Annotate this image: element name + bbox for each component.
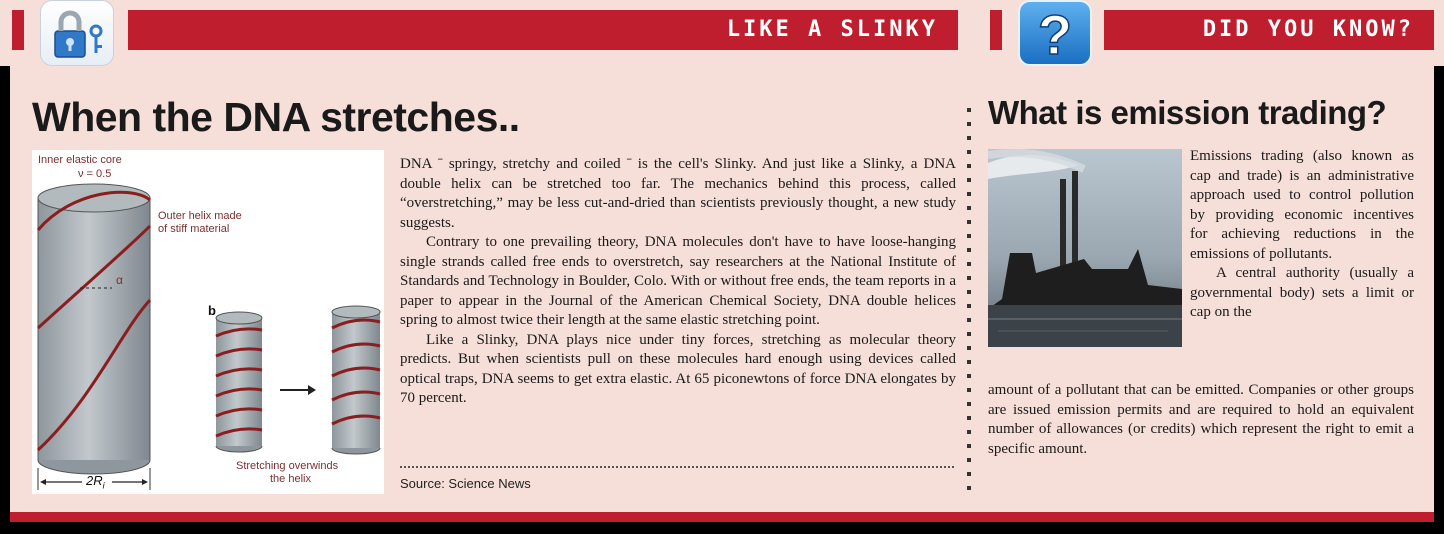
bottom-rule <box>0 512 1444 522</box>
power-plant-photo <box>988 149 1182 347</box>
lock-with-key-icon <box>40 0 114 66</box>
question-mark-icon <box>1018 0 1092 66</box>
right-article-bottom <box>988 381 1414 459</box>
right-article-top <box>1190 147 1414 323</box>
left-headline: When the DNA stretches.. <box>32 94 520 140</box>
left-paragraph-1: DNA ˉ springy, stretchy and coiled ˉ is the cell's Slinky. And just like a Slinky, a DNA double helix can be stretched too far. The mechanics behind this process, called “overstretching,” may be less cut-and-dried than scientists previously thought, a new study suggests. <box>400 156 956 231</box>
section-header <box>0 0 1444 66</box>
source-credit: Source: Science News <box>400 476 531 491</box>
figure-label-2r: $2R_i$ <box>86 473 105 491</box>
page-edge-right <box>1434 66 1444 534</box>
svg-text:?: ? <box>1037 3 1073 64</box>
figure-label-stretch-2: the helix <box>270 473 311 485</box>
figure-label-nu: ν = 0.5 <box>78 168 112 180</box>
page-edge-bottom <box>0 522 1444 534</box>
right-paragraph-2-end: amount of a pollutant that can be emitted. Companies or other groups are issued emission permits and are required to hold an equivalent number of allowances (or credits) which represent the right to emit a specific amount. <box>988 382 1414 457</box>
left-paragraph-2: Contrary to one prevailing theory, DNA molecules don't have to have loose-hanging single strands called free ends to overstretch, say researchers at the National Institute of Standards and Technology in Boulder, Colo. With or without free ends, the team reports in a paper to appear in the Journal of the American Chemical Society, DNA double helices spring to almost twice their length at the same elastic stretching point. <box>400 234 956 328</box>
right-headline: What is emission trading? <box>988 94 1387 131</box>
right-section-band <box>1104 10 1434 50</box>
figure-label-helix-2: of stiff material <box>158 223 230 235</box>
left-article-body <box>400 155 956 409</box>
header-stub-left <box>12 10 24 50</box>
header-stub-mid <box>990 10 1002 50</box>
figure-label-helix-1: Outer helix made <box>158 210 242 222</box>
right-paragraph-2-start: A central authority (usually a governmental body) sets a limit or cap on the <box>1190 265 1414 320</box>
dna-helix-figure <box>32 150 384 494</box>
source-divider <box>400 466 954 468</box>
right-paragraph-1: Emissions trading (also known as cap and trade) is an administrative approach used to control pollution by providing economic incentives for achieving reductions in the emissions of pollutants. <box>1190 148 1414 262</box>
left-section-label: LIKE A SLINKY <box>726 17 938 42</box>
figure-label-alpha: α <box>116 273 123 287</box>
right-section-label: DID YOU KNOW? <box>1202 17 1414 42</box>
page-edge-left <box>0 66 10 534</box>
left-section-band <box>128 10 958 50</box>
figure-label-stretch-1: Stretching overwinds <box>236 460 339 472</box>
figure-label-b: b <box>208 303 216 318</box>
figure-label-core: Inner elastic core <box>38 154 122 166</box>
left-paragraph-3: Like a Slinky, DNA plays nice under tiny forces, stretching as molecular theory predicts. But when scientists pull on these molecules hard enough using devices called optical traps, DNA seems to get extra elastic. At 65 piconewtons of force DNA elongates by 70 percent. <box>400 331 956 406</box>
column-divider <box>967 108 971 500</box>
